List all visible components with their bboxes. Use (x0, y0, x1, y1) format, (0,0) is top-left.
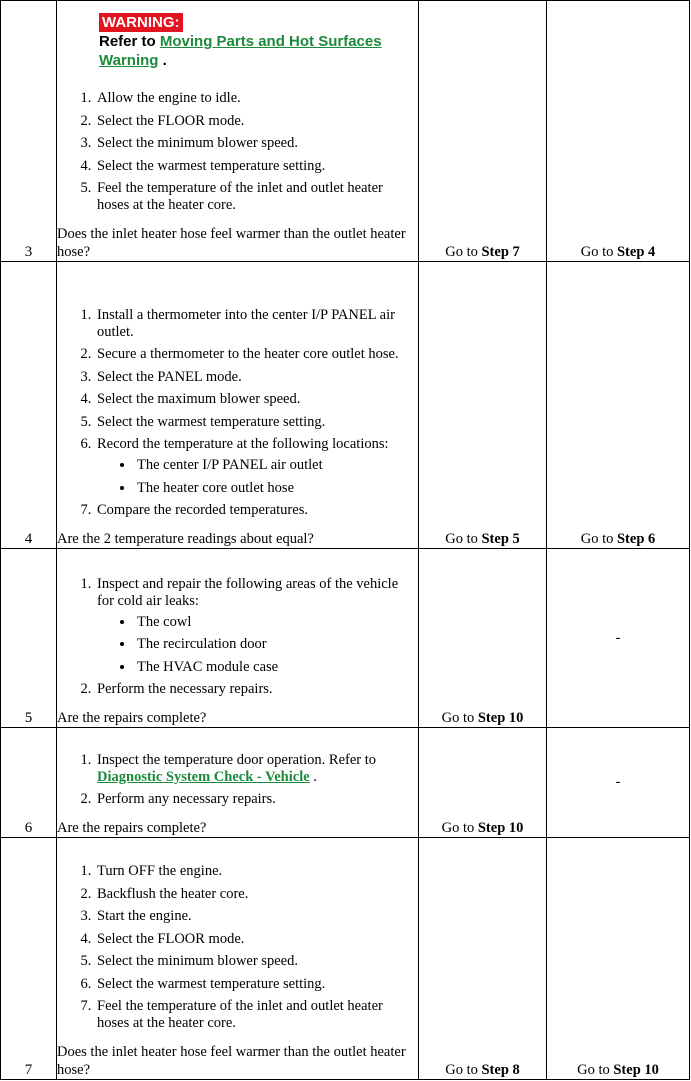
question: Does the inlet heater hose feel warmer than the outlet heater hose? (57, 226, 406, 260)
step-link: Step 6 (616, 531, 656, 547)
action-cell (57, 549, 419, 728)
step-link: Step 4 (616, 244, 656, 260)
go-to-label: Go to (445, 244, 478, 260)
warning-prefix: Refer to (99, 33, 156, 50)
go-to-label: Go to (445, 531, 478, 547)
sub-list-item: • The cowl (135, 614, 418, 631)
sub-list (97, 614, 418, 676)
list-item: 3. Start the engine. (95, 908, 418, 925)
question: Are the repairs complete? (57, 820, 207, 836)
list-item: 3. Select the PANEL mode. (95, 369, 418, 386)
no-cell: - (547, 549, 690, 728)
step-link: Step 10 (613, 1062, 659, 1078)
action-cell (57, 262, 419, 549)
step-link: Step 5 (481, 531, 520, 547)
go-to-label: Go to (577, 1062, 610, 1078)
yes-cell[interactable] (419, 838, 547, 1080)
no-cell[interactable] (547, 262, 690, 549)
list-item: 4. Select the warmest temperature setting. (95, 158, 418, 175)
action-cell (57, 728, 419, 838)
list-item: 5. Select the minimum blower speed. (95, 953, 418, 970)
go-to-label: Go to (441, 710, 475, 726)
table-row (1, 549, 690, 728)
step-link: Step 10 (477, 710, 524, 726)
question: Are the repairs complete? (57, 710, 207, 726)
diagnostic-link[interactable]: Diagnostic System Check - Vehicle (97, 768, 310, 785)
step-link: Step 8 (481, 1062, 520, 1078)
list-item: 4. Select the FLOOR mode. (95, 931, 418, 948)
action-list (57, 863, 418, 1032)
list-item: 4. Select the maximum blower speed. (95, 391, 418, 408)
step-number: 6 (1, 728, 57, 838)
go-to-label: Go to (580, 531, 614, 547)
action-list (57, 752, 418, 809)
list-item (95, 752, 418, 786)
list-item: 2. Backflush the heater core. (95, 886, 418, 903)
yes-cell[interactable] (419, 728, 547, 838)
list-item: 1. Turn OFF the engine. (95, 863, 418, 880)
action-list (57, 307, 418, 520)
no-cell: - (547, 728, 690, 838)
go-to-label: Go to (445, 1062, 478, 1078)
action-list (57, 576, 418, 699)
question: Does the inlet heater hose feel warmer than the outlet heater hose? (57, 1044, 406, 1078)
list-item: 7. Feel the temperature of the inlet and outlet heater hoses at the heater core. (95, 998, 418, 1032)
yes-cell[interactable] (419, 262, 547, 549)
list-item: 5. Select the warmest temperature setting. (95, 414, 418, 431)
list-item: 6. Select the warmest temperature setting. (95, 976, 418, 993)
action-list (57, 90, 418, 214)
warning-link[interactable]: Moving Parts and Hot Surfaces Warning (99, 33, 382, 69)
list-item: 2. Perform any necessary repairs. (95, 791, 418, 808)
step-link: Step 10 (477, 820, 524, 836)
no-cell[interactable] (547, 838, 690, 1080)
table-row (1, 728, 690, 838)
list-item (95, 436, 418, 497)
list-item: 3. Select the minimum blower speed. (95, 135, 418, 152)
table-row (1, 838, 690, 1080)
sub-list-item: • The heater core outlet hose (135, 480, 418, 497)
warning-suffix: . (162, 52, 167, 69)
go-to-label: Go to (441, 820, 475, 836)
sub-list-item: • The center I/P PANEL air outlet (135, 457, 418, 474)
step-number: 4 (1, 262, 57, 549)
list-item: 2. Secure a thermometer to the heater core outlet hose. (95, 346, 418, 363)
yes-cell[interactable] (419, 549, 547, 728)
table-row (1, 262, 690, 549)
warning-block (57, 9, 418, 70)
list-item: 7. Compare the recorded temperatures. (95, 502, 418, 519)
list-item (95, 576, 418, 676)
step-number: 5 (1, 549, 57, 728)
action-cell (57, 1, 419, 262)
list-item: 2. Select the FLOOR mode. (95, 113, 418, 130)
step-number: 3 (1, 1, 57, 262)
warning-label: WARNING: (99, 13, 183, 32)
list-item: 5. Feel the temperature of the inlet and outlet heater hoses at the heater core. (95, 180, 418, 214)
sub-list-item: • The HVAC module case (135, 659, 418, 676)
step-link: Step 7 (481, 244, 520, 260)
action-cell (57, 838, 419, 1080)
go-to-label: Go to (580, 244, 614, 260)
list-item: 1. Allow the engine to idle. (95, 90, 418, 107)
yes-cell[interactable] (419, 1, 547, 262)
list-item-text: Record the temperature at the following locations: (97, 436, 389, 452)
question: Are the 2 temperature readings about equal? (57, 531, 314, 547)
list-item: 2. Perform the necessary repairs. (95, 681, 418, 698)
link-suffix: . (313, 768, 317, 785)
step-number: 7 (1, 838, 57, 1080)
list-item-text: Inspect and repair the following areas of the vehicle for cold air leaks: (97, 575, 399, 609)
no-cell[interactable] (547, 1, 690, 262)
list-item-text: Inspect the temperature door operation. Refer to (97, 751, 377, 768)
list-item: 1. Install a thermometer into the center I/P PANEL air outlet. (95, 307, 418, 341)
sub-list (97, 457, 418, 497)
sub-list-item: • The recirculation door (135, 636, 418, 653)
table-row (1, 1, 690, 262)
